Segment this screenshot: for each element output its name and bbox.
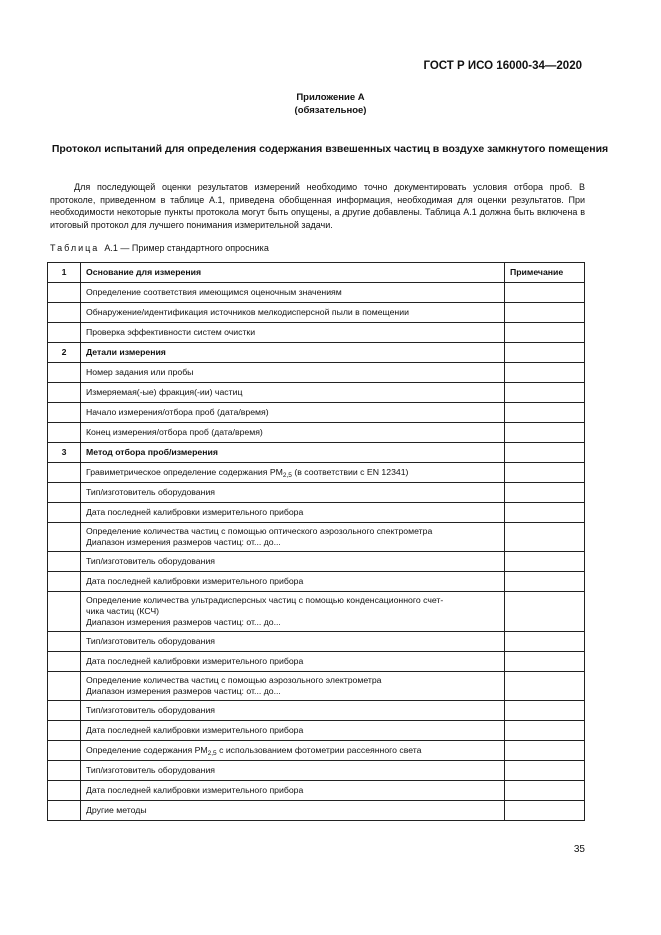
empty-cell	[48, 701, 81, 721]
note-cell	[505, 701, 585, 721]
empty-cell	[48, 463, 81, 483]
note-cell	[505, 463, 585, 483]
table-caption-label: Таблица	[50, 243, 100, 253]
item-line: Определение количества ультрадисперсных частиц с помощью конденсационного счет-	[86, 595, 444, 605]
table-row	[48, 483, 585, 503]
empty-cell	[48, 801, 81, 821]
section-number: 2	[48, 343, 81, 363]
table-caption	[50, 243, 269, 253]
empty-cell	[48, 363, 81, 383]
note-cell	[505, 741, 585, 761]
item-text: Обнаружение/идентификация источников мелкодисперсной пыли в помещении	[81, 303, 505, 323]
note-cell	[505, 781, 585, 801]
empty-cell	[48, 283, 81, 303]
note-cell	[505, 592, 585, 632]
note-cell	[505, 403, 585, 423]
item-text: Другие методы	[81, 801, 505, 821]
item-text: Дата последней калибровки измерительного прибора	[81, 503, 505, 523]
table-row	[48, 592, 585, 632]
item-text: Дата последней калибровки измерительного прибора	[81, 652, 505, 672]
table-row	[48, 761, 585, 781]
item-text-subscript: 2,5	[207, 750, 217, 757]
item-line: Диапазон измерения размеров частиц: от... до...	[86, 686, 281, 696]
note-cell	[505, 363, 585, 383]
item-text: Дата последней калибровки измерительного прибора	[81, 781, 505, 801]
note-cell	[505, 572, 585, 592]
table-row	[48, 572, 585, 592]
note-header: Примечание	[505, 263, 585, 283]
table-row	[48, 721, 585, 741]
annex-title: Приложение А	[296, 92, 365, 103]
table-row	[48, 403, 585, 423]
note-cell	[505, 523, 585, 552]
empty-cell	[48, 423, 81, 443]
note-cell	[505, 423, 585, 443]
section-title: Метод отбора проб/измерения	[81, 443, 505, 463]
item-text: Тип/изготовитель оборудования	[81, 701, 505, 721]
empty-cell	[48, 761, 81, 781]
note-cell	[505, 761, 585, 781]
item-text	[81, 672, 505, 701]
table-row	[48, 652, 585, 672]
note-cell	[505, 343, 585, 363]
empty-cell	[48, 523, 81, 552]
table-row	[48, 741, 585, 761]
item-text	[81, 741, 505, 761]
item-text	[81, 523, 505, 552]
table-caption-text: — Пример стандартного опросника	[120, 243, 269, 253]
item-text-pre: Определение содержания PM	[86, 745, 208, 755]
note-cell	[505, 552, 585, 572]
item-text: Конец измерения/отбора проб (дата/время)	[81, 423, 505, 443]
item-text: Проверка эффективности систем очистки	[81, 323, 505, 343]
item-text: Измеряемая(-ые) фракция(-ии) частиц	[81, 383, 505, 403]
note-cell	[505, 652, 585, 672]
section-number: 1	[48, 263, 81, 283]
table-caption-number: А.1	[104, 243, 118, 253]
item-line: Диапазон измерения размеров частиц: от... до...	[86, 617, 281, 627]
table-row	[48, 423, 585, 443]
table-row	[48, 363, 585, 383]
item-line: Определение количества частиц с помощью оптического аэрозольного спектрометра	[86, 526, 433, 536]
item-text-subscript: 2,5	[282, 472, 292, 479]
item-text: Тип/изготовитель оборудования	[81, 483, 505, 503]
item-text-pre: Гравиметрическое определение содержания PM	[86, 467, 283, 477]
empty-cell	[48, 592, 81, 632]
empty-cell	[48, 552, 81, 572]
standard-header: ГОСТ Р ИСО 16000-34—2020	[423, 60, 582, 72]
note-cell	[505, 283, 585, 303]
table-row	[48, 383, 585, 403]
empty-cell	[48, 721, 81, 741]
empty-cell	[48, 323, 81, 343]
table-section-row	[48, 343, 585, 363]
item-text: Тип/изготовитель оборудования	[81, 761, 505, 781]
item-line: Диапазон измерения размеров частиц: от... до...	[86, 537, 281, 547]
item-line: Определение количества частиц с помощью аэрозольного электрометра	[86, 675, 382, 685]
item-text: Начало измерения/отбора проб (дата/время)	[81, 403, 505, 423]
intro-paragraph	[50, 181, 585, 231]
note-cell	[505, 443, 585, 463]
empty-cell	[48, 572, 81, 592]
note-cell	[505, 303, 585, 323]
item-text: Тип/изготовитель оборудования	[81, 632, 505, 652]
item-text-post: с использованием фотометрии рассеянного света	[216, 745, 422, 755]
item-text: Тип/изготовитель оборудования	[81, 552, 505, 572]
item-text-post: (в соответствии с EN 12341)	[291, 467, 409, 477]
empty-cell	[48, 303, 81, 323]
empty-cell	[48, 741, 81, 761]
empty-cell	[48, 503, 81, 523]
table-section-row	[48, 263, 585, 283]
table-row	[48, 552, 585, 572]
note-cell	[505, 503, 585, 523]
empty-cell	[48, 403, 81, 423]
note-cell	[505, 323, 585, 343]
item-text	[81, 592, 505, 632]
item-text: Дата последней калибровки измерительного прибора	[81, 721, 505, 741]
note-cell	[505, 383, 585, 403]
empty-cell	[48, 383, 81, 403]
empty-cell	[48, 483, 81, 503]
note-cell	[505, 801, 585, 821]
item-text	[81, 463, 505, 483]
item-text: Номер задания или пробы	[81, 363, 505, 383]
section-number: 3	[48, 443, 81, 463]
table-row	[48, 463, 585, 483]
table-row	[48, 701, 585, 721]
item-text: Определение соответствия имеющимся оценочным значениям	[81, 283, 505, 303]
item-text: Дата последней калибровки измерительного прибора	[81, 572, 505, 592]
questionnaire-table	[47, 262, 585, 821]
table-row	[48, 503, 585, 523]
section-title: Основание для измерения	[81, 263, 505, 283]
section-title: Протокол испытаний для определения содержания взвешенных частиц в воздухе замкнутого помещения	[51, 143, 609, 155]
intro-text: Для последующей оценки результатов измерений необходимо точно документировать условия отбора проб. В протоколе, приведенном в таблице А.1, приведена обобщенная информация, необходимая для оценки результатов. При необходимости некоторые пункты протокола могут быть опущены, а другие добавлены. Таблица А.1 должна быть включена в итоговый протокол для лучшего понимания измерительной задачи.	[50, 182, 585, 230]
note-cell	[505, 721, 585, 741]
section-title: Детали измерения	[81, 343, 505, 363]
table-section-row	[48, 443, 585, 463]
empty-cell	[48, 672, 81, 701]
note-cell	[505, 483, 585, 503]
table-row	[48, 303, 585, 323]
table-row	[48, 801, 585, 821]
empty-cell	[48, 652, 81, 672]
table-row	[48, 523, 585, 552]
page-number: 35	[573, 844, 585, 855]
empty-cell	[48, 632, 81, 652]
note-cell	[505, 632, 585, 652]
item-line: чика частиц (КСЧ)	[86, 606, 160, 616]
table-row	[48, 323, 585, 343]
annex-status: (обязательное)	[294, 105, 367, 116]
table-row	[48, 283, 585, 303]
table-row	[48, 672, 585, 701]
empty-cell	[48, 781, 81, 801]
table-row	[48, 781, 585, 801]
note-cell	[505, 672, 585, 701]
table-row	[48, 632, 585, 652]
